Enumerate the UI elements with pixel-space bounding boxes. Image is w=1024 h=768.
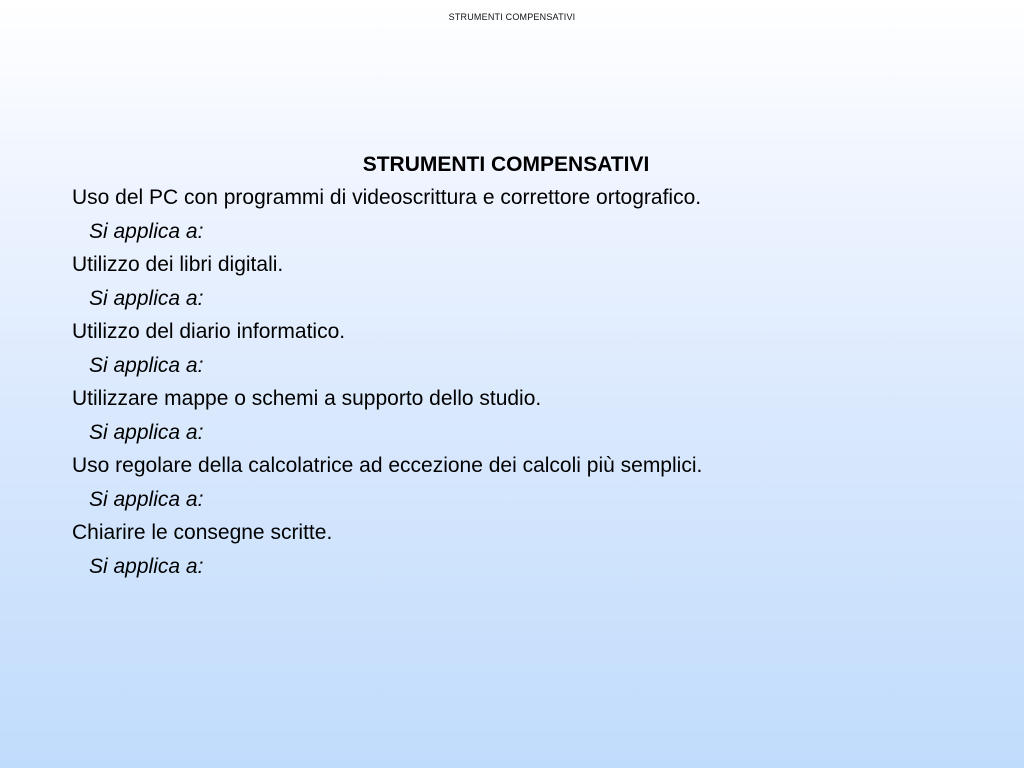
- slide-content: [72, 148, 952, 583]
- applies-to-label: Si applica a:: [89, 487, 204, 511]
- applies-to-label: Si applica a:: [89, 353, 204, 377]
- list-item-text: Uso regolare della calcolatrice ad eccezione dei calcoli più semplici.: [72, 454, 703, 477]
- list-item-text: Utilizzo dei libri digitali.: [72, 253, 284, 276]
- applies-to-label: Si applica a:: [89, 219, 204, 243]
- list-item-text: Chiarire le consegne scritte.: [72, 521, 333, 544]
- applies-to-label: Si applica a:: [89, 420, 204, 444]
- list-item-text: Utilizzo del diario informatico.: [72, 320, 346, 343]
- list-item-text: Utilizzare mappe o schemi a supporto dello studio.: [72, 387, 542, 410]
- header-title: STRUMENTI COMPENSATIVI: [448, 12, 576, 22]
- applies-to-label: Si applica a:: [89, 554, 204, 578]
- slide-title: STRUMENTI COMPENSATIVI: [362, 153, 650, 176]
- applies-to-label: Si applica a:: [89, 286, 204, 310]
- list-item-text: Uso del PC con programmi di videoscrittura e correttore ortografico.: [72, 186, 702, 209]
